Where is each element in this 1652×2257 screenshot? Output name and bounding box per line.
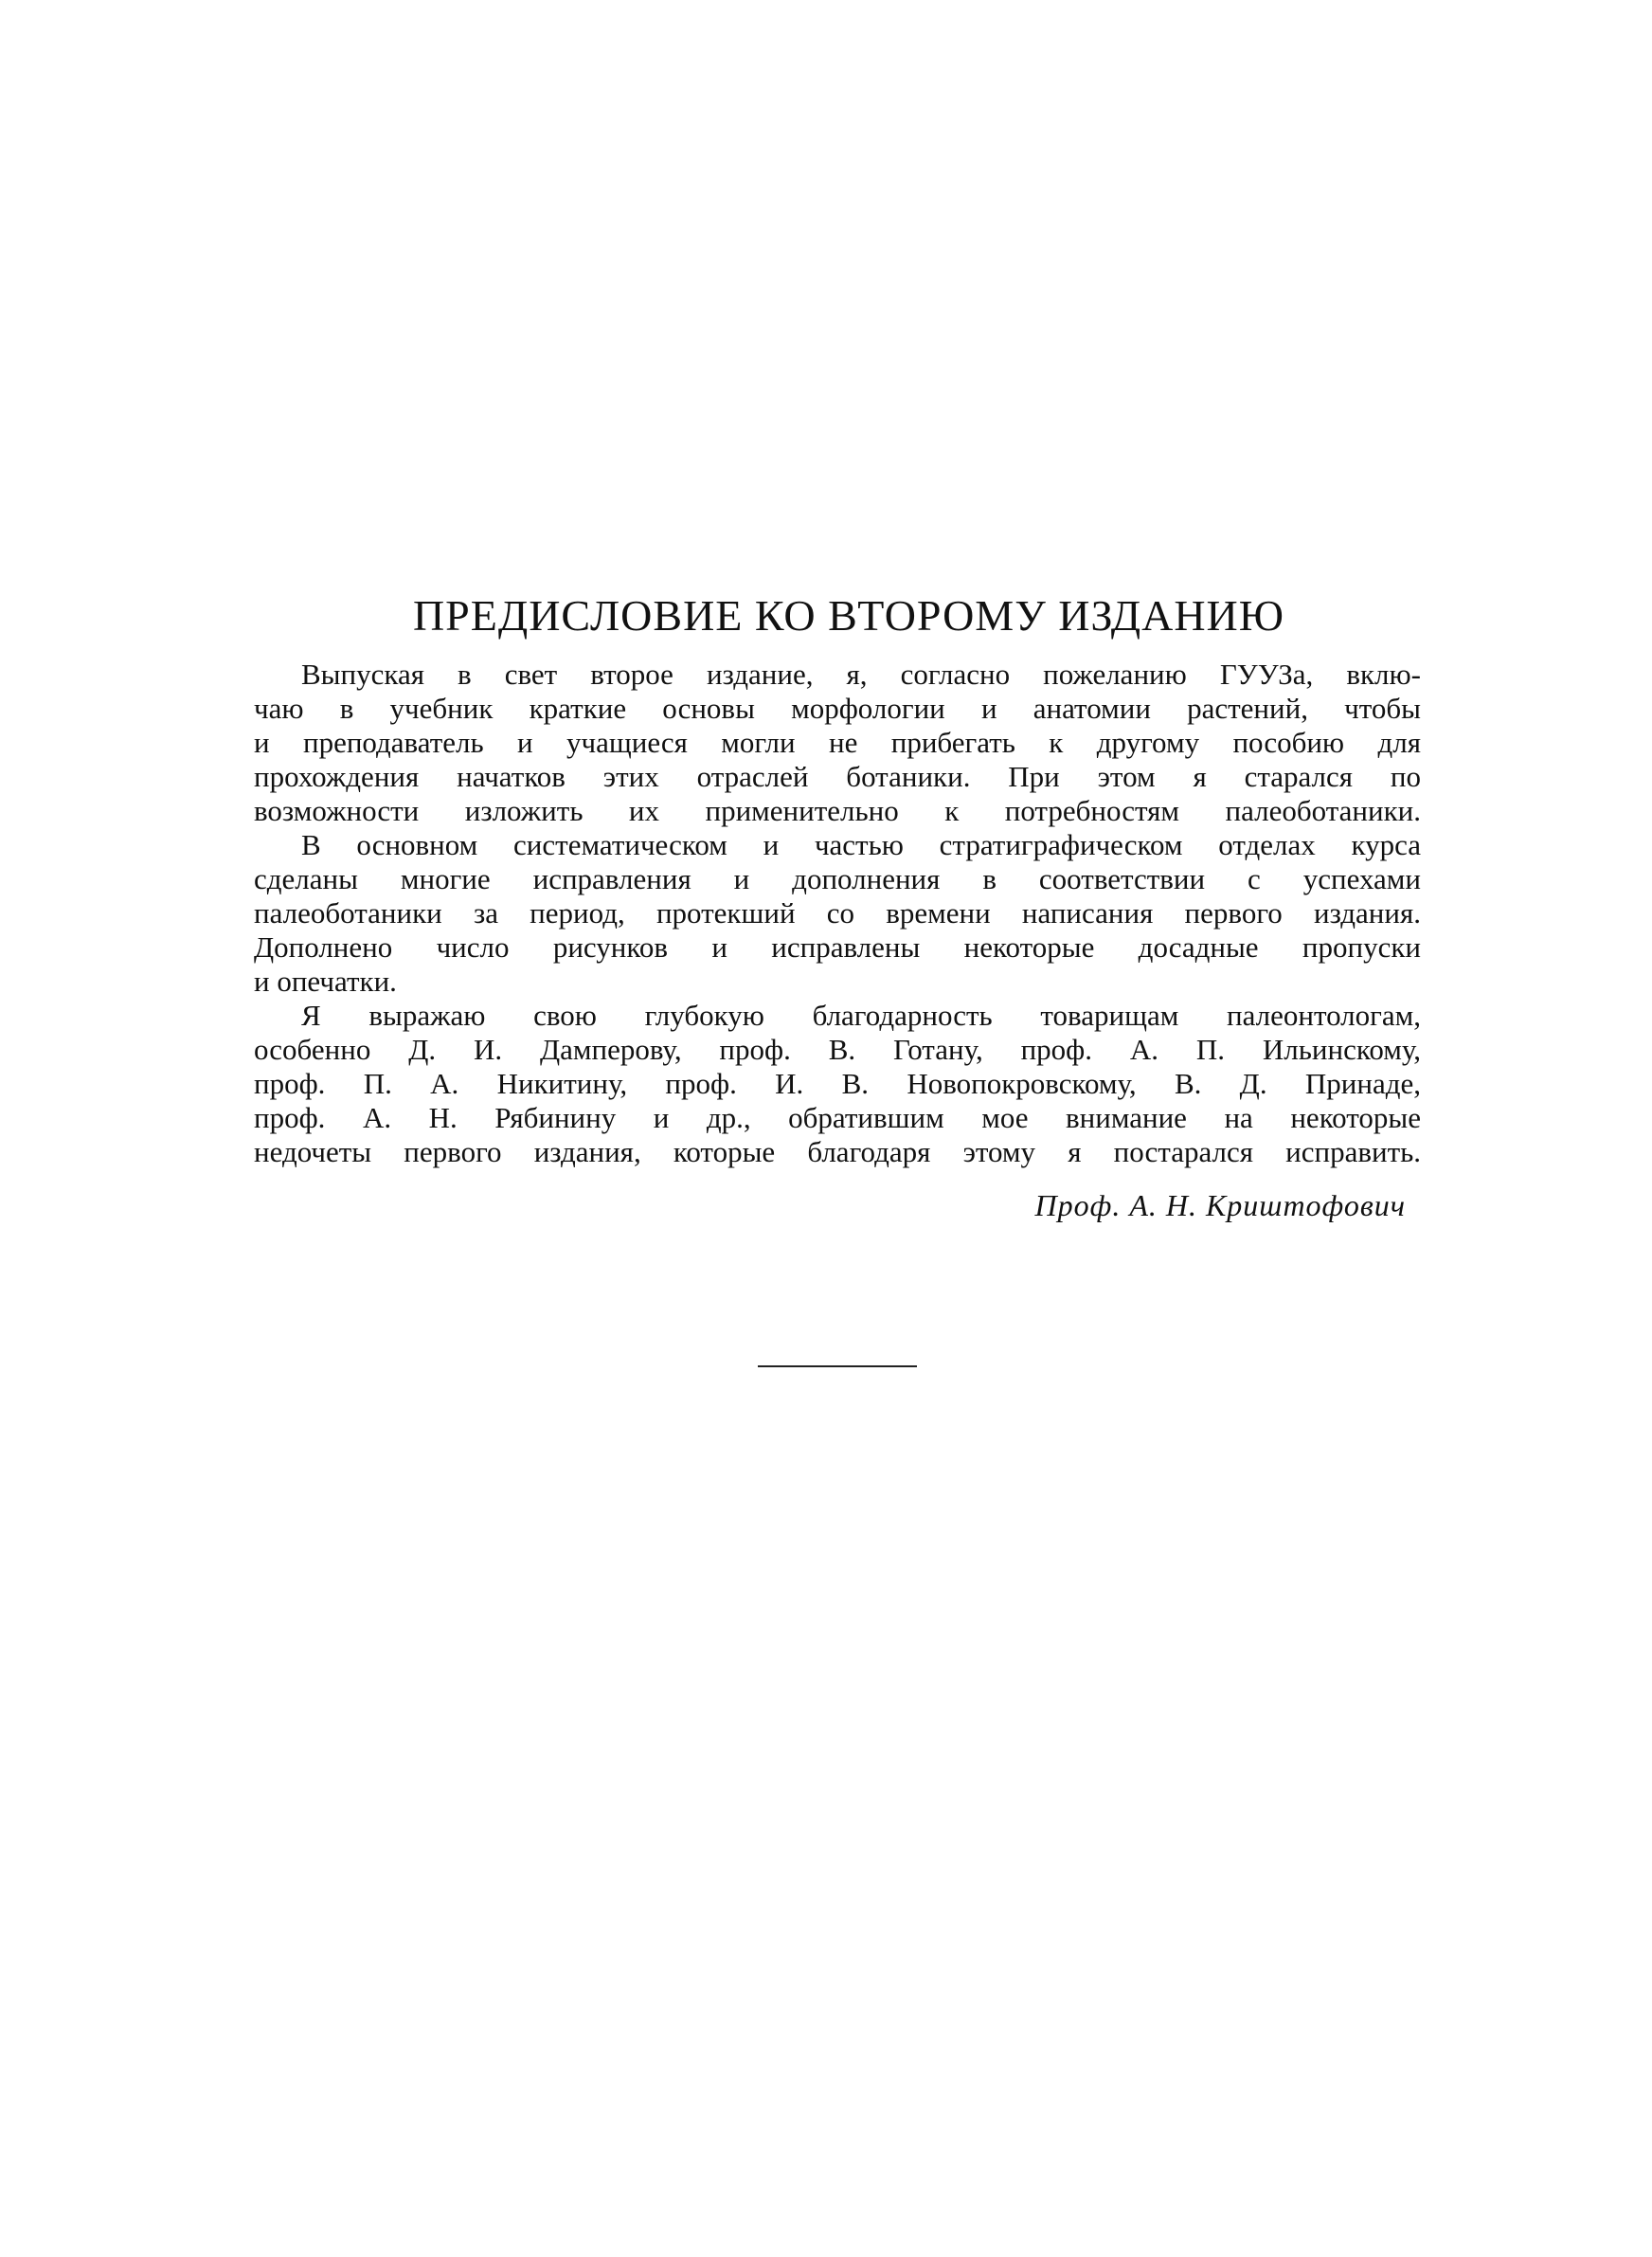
paragraph-3 bbox=[254, 999, 1421, 1169]
text-line: возможности изложить их применительно к потребностям палеоботаники. bbox=[254, 794, 1421, 827]
text-line: сделаны многие исправления и дополнения в соответствии с успехами bbox=[254, 862, 1421, 895]
text-line: особенно Д. И. Дамперову, проф. В. Готану, проф. А. П. Ильинскому, bbox=[254, 1033, 1421, 1066]
text-line: В основном систематическом и частью стратиграфическом отделах курса bbox=[301, 828, 1421, 861]
text-line: Дополнено число рисунков и исправлены некоторые досадные пропуски bbox=[254, 930, 1421, 964]
paragraph-1 bbox=[254, 658, 1421, 828]
text-line: проф. П. А. Никитину, проф. И. В. Новопокровскому, В. Д. Принаде, bbox=[254, 1067, 1421, 1100]
text-line: палеоботаники за период, протекший со времени написания первого издания. bbox=[254, 896, 1421, 930]
author-signature: Проф. А. Н. Криштофович bbox=[1034, 1188, 1406, 1222]
text-line: чаю в учебник краткие основы морфологии и анатомии растений, чтобы bbox=[254, 692, 1421, 725]
text-line: Выпуская в свет второе издание, я, согласно пожеланию ГУУЗа, вклю- bbox=[301, 658, 1421, 691]
text-line: прохождения начатков этих отраслей ботаники. При этом я старался по bbox=[254, 760, 1421, 793]
preface-section bbox=[254, 587, 1421, 1224]
text-line: и преподаватель и учащиеся могли не прибегать к другому пособию для bbox=[254, 726, 1421, 759]
text-line: недочеты первого издания, которые благодаря этому я постарался исправить. bbox=[254, 1135, 1421, 1168]
preface-title: ПРЕДИСЛОВИЕ КО ВТОРОМУ ИЗДАНИЮ bbox=[412, 591, 1285, 640]
text-line: проф. А. Н. Рябинину и др., обратившим мое внимание на некоторые bbox=[254, 1101, 1421, 1134]
text-line: и опечатки. bbox=[254, 965, 397, 998]
section-divider bbox=[758, 1365, 917, 1367]
text-line: Я выражаю свою глубокую благодарность товарищам палеонтологам, bbox=[301, 999, 1421, 1032]
paragraph-2 bbox=[254, 828, 1421, 999]
